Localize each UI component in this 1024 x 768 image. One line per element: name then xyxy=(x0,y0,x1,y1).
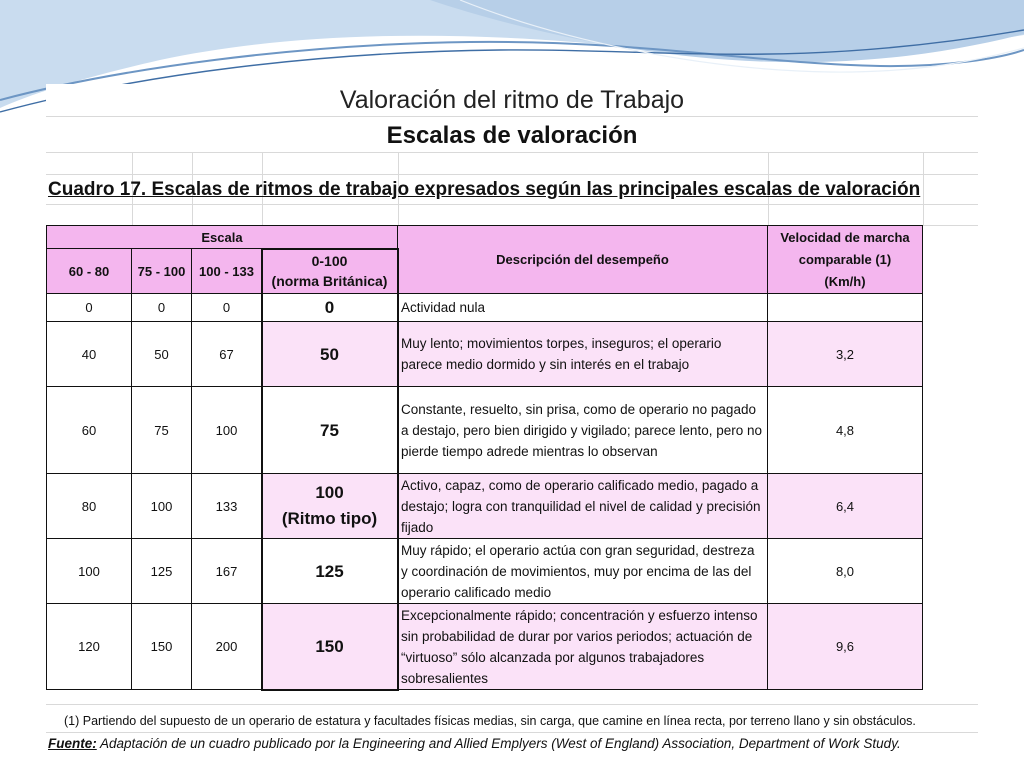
source-label: Fuente: xyxy=(48,736,97,751)
cell-british: 50 xyxy=(262,322,398,387)
gridline-horizontal xyxy=(46,732,978,733)
header-col-75-100: 75 - 100 xyxy=(132,249,192,294)
cell-velocidad: 9,6 xyxy=(768,604,923,690)
page-title: Valoración del ritmo de Trabajo xyxy=(339,86,685,114)
cell-descripcion: Actividad nula xyxy=(398,294,768,322)
cell-descripcion: Muy rápido; el operario actúa con gran seguridad, destreza y coordinación de movimientos, muy por encima de las del operario calificado medio xyxy=(398,539,768,604)
cell-60-80: 100 xyxy=(46,539,132,604)
cell-100-133: 0 xyxy=(192,294,262,322)
cell-velocidad xyxy=(768,294,923,322)
table-caption: Cuadro 17. Escalas de ritmos de trabajo expresados según las principales escalas de valoración xyxy=(48,179,921,200)
cell-60-80: 80 xyxy=(46,474,132,539)
cell-60-80: 40 xyxy=(46,322,132,387)
cell-60-80: 120 xyxy=(46,604,132,690)
cell-100-133: 133 xyxy=(192,474,262,539)
cell-75-100: 75 xyxy=(132,387,192,474)
spreadsheet xyxy=(46,84,978,764)
header-col-100-133: 100 - 133 xyxy=(192,249,262,294)
header-escala: Escala xyxy=(46,225,398,249)
gridline-horizontal xyxy=(46,152,978,153)
cell-british: 125 xyxy=(262,539,398,604)
cell-descripcion: Muy lento; movimientos torpes, inseguros; el operario parece medio dormido y sin interés en el trabajo xyxy=(398,322,768,387)
cell-british: 100 (Ritmo tipo) xyxy=(262,474,398,539)
page-subtitle: Escalas de valoración xyxy=(386,122,638,149)
gridline-vertical xyxy=(923,152,924,225)
cell-british: 0 xyxy=(262,294,398,322)
source-line xyxy=(48,736,901,751)
cell-75-100: 100 xyxy=(132,474,192,539)
cell-100-133: 167 xyxy=(192,539,262,604)
cell-60-80: 60 xyxy=(46,387,132,474)
cell-descripcion: Excepcionalmente rápido; concentración y esfuerzo intenso sin probabilidad de durar por varios periodos; actuación de “virtuoso” sólo alcanzada por algunos trabajadores sobresalientes xyxy=(398,604,768,690)
cell-75-100: 0 xyxy=(132,294,192,322)
footnote: (1) Partiendo del supuesto de un operario de estatura y facultades físicas medias, sin carga, que camine en línea recta, por terreno llano y sin obstáculos. xyxy=(64,714,916,728)
cell-60-80: 0 xyxy=(46,294,132,322)
gridline-horizontal xyxy=(46,116,978,117)
cell-100-133: 67 xyxy=(192,322,262,387)
gridline-horizontal xyxy=(46,704,978,705)
header-col-60-80: 60 - 80 xyxy=(46,249,132,294)
cell-descripcion: Constante, resuelto, sin prisa, como de operario no pagado a destajo, pero bien dirigido y vigilado; parece lento, pero no pierde tiempo adrede mientras lo observan xyxy=(398,387,768,474)
cell-75-100: 50 xyxy=(132,322,192,387)
gridline-horizontal xyxy=(46,174,978,175)
header-descripcion: Descripción del desempeño xyxy=(398,225,768,294)
cell-75-100: 150 xyxy=(132,604,192,690)
source-text: Adaptación de un cuadro publicado por la Engineering and Allied Emplyers (West of England) Association, Department of Work Study. xyxy=(96,736,901,751)
cell-100-133: 200 xyxy=(192,604,262,690)
cell-velocidad: 8,0 xyxy=(768,539,923,604)
cell-velocidad: 3,2 xyxy=(768,322,923,387)
cell-velocidad: 6,4 xyxy=(768,474,923,539)
cell-75-100: 125 xyxy=(132,539,192,604)
cell-100-133: 100 xyxy=(192,387,262,474)
cell-velocidad: 4,8 xyxy=(768,387,923,474)
header-velocidad: Velocidad de marcha comparable (1) (Km/h) xyxy=(768,225,923,294)
cell-british: 150 xyxy=(262,604,398,690)
gridline-horizontal xyxy=(46,204,978,205)
cell-descripcion: Activo, capaz, como de operario calificado medio, pagado a destajo; logra con tranquilidad el nivel de calidad y precisión fijado xyxy=(398,474,768,539)
cell-british: 75 xyxy=(262,387,398,474)
header-col-british: 0-100 (norma Británica) xyxy=(262,249,398,294)
